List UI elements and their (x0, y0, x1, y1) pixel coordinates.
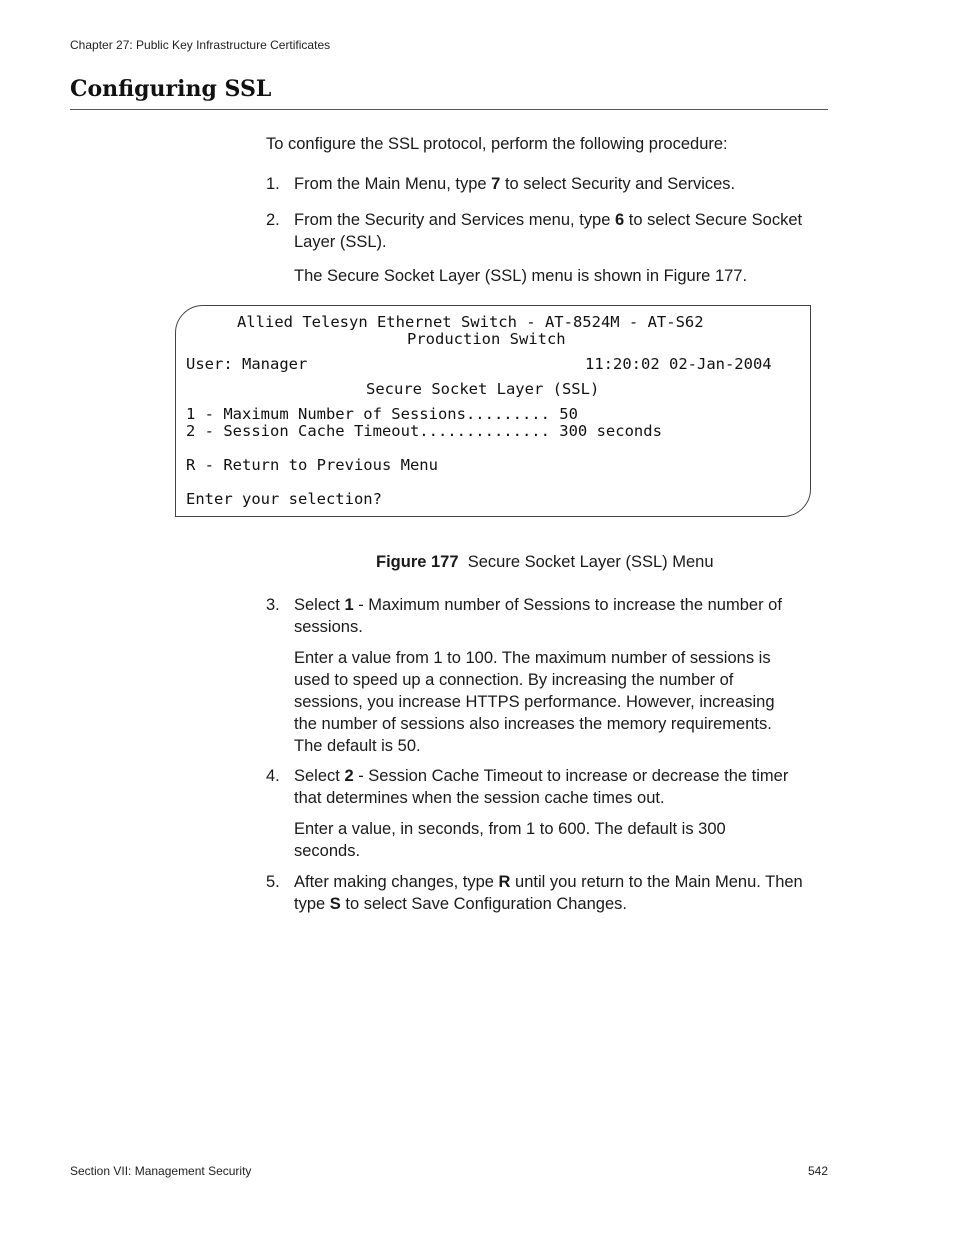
step-number: 4. (266, 767, 280, 785)
terminal-menu-item-return[interactable]: R - Return to Previous Menu (186, 456, 438, 474)
step-number: 1. (266, 175, 280, 193)
note-line: the number of sessions also increases the memory requirements. (294, 715, 772, 733)
step-4-note (294, 818, 828, 862)
step-5 (266, 871, 828, 915)
note-line: Enter a value, in seconds, from 1 to 600. The default is 300 (294, 820, 726, 838)
step-3 (266, 594, 828, 638)
step-text-part: to select Secure Socket (624, 211, 803, 229)
figure-caption-text: Secure Socket Layer (SSL) Menu (467, 553, 714, 571)
step-number: 3. (266, 596, 280, 614)
figure-label: Figure 177 (376, 553, 459, 571)
step-text-part: - Session Cache Timeout to increase or decrease the timer (353, 767, 789, 785)
step-text-part: type (294, 895, 330, 913)
step-text-part: Select (294, 767, 345, 785)
step-3-note (294, 647, 828, 757)
step-text (294, 594, 828, 638)
step-2 (266, 209, 828, 253)
step-text-part: to select Security and Services. (500, 175, 736, 193)
title-rule (70, 109, 828, 110)
step-key: S (329, 895, 341, 913)
terminal-user: User: Manager (186, 355, 308, 373)
step-key: 1 (344, 596, 354, 614)
step-text-part: that determines when the session cache times out. (294, 789, 665, 807)
step-text-part: Layer (SSL). (294, 233, 387, 251)
footer-section: Section VII: Management Security (70, 1164, 252, 1178)
note-line: The default is 50. (294, 737, 421, 755)
step-text-part: Select (294, 596, 345, 614)
step-key: R (498, 873, 511, 891)
note-line: seconds. (294, 842, 361, 860)
step-number: 5. (266, 873, 280, 891)
step-key: 6 (614, 211, 625, 229)
step-key: 2 (344, 767, 354, 785)
step-4 (266, 765, 828, 809)
step-text (294, 765, 828, 809)
step-1 (266, 173, 828, 195)
step-text-part: until you return to the Main Menu. Then (510, 873, 803, 891)
terminal-menu-title: Secure Socket Layer (SSL) (366, 380, 600, 398)
note-line: sessions, you increase HTTPS performance. However, increasing (294, 693, 775, 711)
step-key: 7 (491, 175, 501, 193)
step-text-part: sessions. (294, 618, 363, 636)
step-text (294, 871, 828, 915)
step-text-part: From the Security and Services menu, type (294, 211, 615, 229)
terminal-screen (175, 305, 811, 517)
note-line: used to speed up a connection. By increasing the number of (294, 671, 734, 689)
intro-paragraph: To configure the SSL protocol, perform the following procedure: (266, 135, 728, 153)
step-text (294, 209, 828, 253)
terminal-switch-name: Production Switch (407, 330, 566, 348)
terminal-menu-item-2[interactable]: 2 - Session Cache Timeout.............. 300 seconds (186, 422, 662, 440)
terminal-header-line: Allied Telesyn Ethernet Switch - AT-8524M - AT-S62 (237, 313, 704, 331)
step-number: 2. (266, 211, 280, 229)
running-head: Chapter 27: Public Key Infrastructure Certificates (70, 38, 331, 52)
step-text-part: After making changes, type (294, 873, 499, 891)
terminal-datetime: 11:20:02 02-Jan-2004 (585, 355, 772, 373)
terminal-prompt[interactable]: Enter your selection? (186, 490, 382, 508)
page-number: 542 (807, 1164, 828, 1178)
figure-caption (376, 553, 714, 572)
step-text-part: to select Save Configuration Changes. (340, 895, 627, 913)
section-title: Configuring SSL (70, 76, 272, 102)
step-text (294, 173, 828, 195)
terminal-menu-item-1[interactable]: 1 - Maximum Number of Sessions......... 50 (186, 405, 578, 423)
step-text-part: From the Main Menu, type (294, 175, 492, 193)
figure-reference-note: The Secure Socket Layer (SSL) menu is shown in Figure 177. (294, 267, 748, 285)
step-text-part: - Maximum number of Sessions to increase the number of (353, 596, 782, 614)
note-line: Enter a value from 1 to 100. The maximum number of sessions is (294, 649, 771, 667)
